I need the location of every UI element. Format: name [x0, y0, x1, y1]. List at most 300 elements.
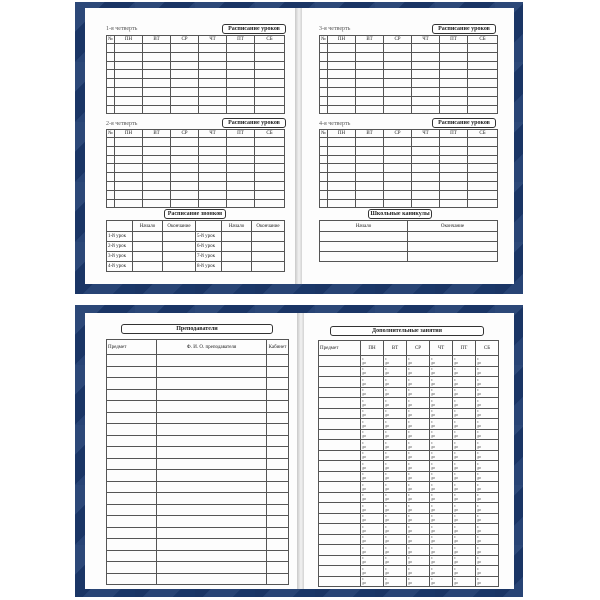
table-cell — [227, 164, 255, 173]
table-cell — [107, 550, 157, 562]
from-label: с — [477, 376, 479, 382]
time-cell — [407, 440, 430, 451]
time-cell — [430, 576, 453, 587]
table-row — [107, 378, 289, 390]
to-label: до — [362, 401, 367, 407]
table-cell — [267, 516, 289, 528]
schedule-table-q3 — [319, 35, 498, 114]
table-cell — [143, 105, 171, 114]
table-cell — [320, 252, 408, 262]
table-row — [320, 79, 498, 88]
table-row — [320, 96, 498, 105]
from-label: с — [454, 366, 456, 372]
extra-table — [318, 340, 499, 587]
to-label: до — [454, 517, 459, 523]
time-cell — [453, 524, 476, 535]
table-cell — [440, 70, 468, 79]
from-label: с — [454, 387, 456, 393]
table-cell — [143, 173, 171, 182]
time-cell — [476, 524, 499, 535]
table-cell — [320, 146, 328, 155]
time-cell — [453, 461, 476, 472]
header-row — [107, 36, 285, 44]
from-label: с — [477, 387, 479, 393]
to-label: до — [454, 559, 459, 565]
day-header: ЧТ — [412, 130, 440, 138]
table-cell — [199, 105, 227, 114]
from-label: с — [454, 439, 456, 445]
table-cell — [319, 545, 361, 556]
from-label: с — [362, 450, 364, 456]
table-cell — [107, 79, 115, 88]
from-label: с — [454, 355, 456, 361]
table-cell — [107, 435, 157, 447]
from-label: с — [477, 460, 479, 466]
time-cell — [361, 513, 384, 524]
to-label: до — [477, 380, 482, 386]
table-cell — [171, 44, 199, 53]
table-cell — [320, 61, 328, 70]
lesson-label: 8-й урок — [196, 262, 222, 272]
to-label: до — [385, 391, 390, 397]
table-row — [320, 87, 498, 96]
time-cell — [384, 545, 407, 556]
table-cell — [440, 199, 468, 208]
table-cell — [115, 61, 143, 70]
table-cell — [115, 70, 143, 79]
table-cell — [356, 164, 384, 173]
table-cell — [328, 199, 356, 208]
table-cell — [408, 252, 498, 262]
to-label: до — [431, 391, 436, 397]
to-label: до — [431, 506, 436, 512]
table-cell — [115, 52, 143, 61]
table-cell — [171, 138, 199, 147]
to-label: до — [408, 538, 413, 544]
time-cell — [361, 450, 384, 461]
table-cell — [107, 447, 157, 459]
from-label: с — [408, 502, 410, 508]
from-label: с — [385, 366, 387, 372]
table-row — [319, 419, 499, 430]
from-label: с — [408, 523, 410, 529]
table-cell — [267, 435, 289, 447]
teachers-header: Предмет — [107, 340, 157, 355]
table-cell — [319, 471, 361, 482]
time-cell — [407, 534, 430, 545]
to-label: до — [431, 412, 436, 418]
table-cell — [199, 44, 227, 53]
table-cell — [356, 52, 384, 61]
time-cell — [384, 566, 407, 577]
table-cell — [412, 105, 440, 114]
from-label: с — [408, 450, 410, 456]
table-cell — [199, 96, 227, 105]
table-cell — [468, 44, 498, 53]
table-cell — [255, 190, 285, 199]
time-cell — [407, 366, 430, 377]
table-cell — [440, 181, 468, 190]
from-label: с — [477, 355, 479, 361]
table-row — [107, 470, 289, 482]
table-cell — [384, 44, 412, 53]
from-label: с — [454, 397, 456, 403]
table-cell — [171, 87, 199, 96]
table-cell — [115, 79, 143, 88]
table-cell — [157, 493, 267, 505]
table-cell — [163, 232, 196, 242]
table-cell — [440, 96, 468, 105]
table-cell — [199, 61, 227, 70]
from-label: с — [454, 492, 456, 498]
table-cell — [227, 199, 255, 208]
table-row — [319, 482, 499, 493]
table-cell — [356, 155, 384, 164]
table-row — [319, 429, 499, 440]
table-cell — [319, 440, 361, 451]
table-cell — [199, 146, 227, 155]
table-cell — [227, 138, 255, 147]
table-cell — [107, 539, 157, 551]
table-cell — [384, 96, 412, 105]
table-cell — [171, 190, 199, 199]
to-label: до — [477, 569, 482, 575]
table-cell — [222, 232, 252, 242]
table-row — [319, 366, 499, 377]
from-label: с — [477, 439, 479, 445]
quarter-4-label: 4-я четверть — [319, 121, 351, 127]
lesson-label: 2-й урок — [107, 242, 133, 252]
table-cell — [107, 61, 115, 70]
table-row — [320, 61, 498, 70]
table-cell — [171, 105, 199, 114]
to-label: до — [477, 506, 482, 512]
to-label: до — [454, 401, 459, 407]
from-label: с — [362, 513, 364, 519]
table-cell — [107, 355, 157, 367]
from-label: с — [385, 534, 387, 540]
table-cell — [320, 232, 408, 242]
table-cell — [199, 181, 227, 190]
from-label: с — [385, 450, 387, 456]
day-header: СБ — [255, 36, 285, 44]
from-label: с — [362, 471, 364, 477]
table-cell — [255, 173, 285, 182]
table-row — [320, 242, 498, 252]
table-cell — [356, 44, 384, 53]
from-label: с — [385, 523, 387, 529]
table-cell — [252, 232, 285, 242]
from-label: с — [431, 565, 433, 571]
quarter-1-label: 1-я четверть — [106, 26, 138, 32]
table-cell — [255, 138, 285, 147]
table-cell — [143, 79, 171, 88]
day-header: № — [321, 37, 326, 42]
table-row — [107, 61, 285, 70]
time-cell — [476, 429, 499, 440]
table-cell — [157, 550, 267, 562]
table-cell — [468, 146, 498, 155]
table-row — [319, 524, 499, 535]
table-cell — [440, 155, 468, 164]
table-row — [107, 96, 285, 105]
table-cell — [440, 146, 468, 155]
table-cell — [163, 242, 196, 252]
table-cell — [384, 61, 412, 70]
table-cell — [107, 412, 157, 424]
time-cell — [430, 356, 453, 367]
bells-header: Начало — [133, 221, 163, 232]
to-label: до — [454, 464, 459, 470]
table-row — [107, 539, 289, 551]
to-label: до — [431, 422, 436, 428]
table-cell — [227, 173, 255, 182]
table-row — [320, 190, 498, 199]
bells-header — [196, 221, 222, 232]
day-header: ПТ — [227, 130, 255, 138]
from-label: с — [431, 513, 433, 519]
from-label: с — [408, 408, 410, 414]
table-row — [319, 566, 499, 577]
to-label: до — [385, 401, 390, 407]
to-label: до — [454, 412, 459, 418]
from-label: с — [385, 418, 387, 424]
table-cell — [107, 504, 157, 516]
table-cell — [115, 199, 143, 208]
holidays-header: Начало — [320, 221, 408, 232]
from-label: с — [477, 450, 479, 456]
table-cell — [143, 96, 171, 105]
table-cell — [384, 181, 412, 190]
schedule-table-q4 — [319, 129, 498, 208]
to-label: до — [477, 559, 482, 565]
table-cell — [107, 105, 115, 114]
table-cell — [320, 164, 328, 173]
table-cell — [319, 513, 361, 524]
table-cell — [107, 96, 115, 105]
table-cell — [328, 61, 356, 70]
to-label: до — [431, 443, 436, 449]
time-cell — [407, 576, 430, 587]
table-cell — [319, 482, 361, 493]
from-label: с — [408, 555, 410, 561]
from-label: с — [454, 576, 456, 582]
table-cell — [267, 389, 289, 401]
from-label: с — [477, 492, 479, 498]
time-cell — [453, 566, 476, 577]
table-cell — [255, 44, 285, 53]
table-cell — [412, 79, 440, 88]
to-label: до — [408, 380, 413, 386]
table-cell — [171, 199, 199, 208]
from-label: с — [362, 555, 364, 561]
to-label: до — [362, 412, 367, 418]
schedule-table-q1 — [106, 35, 285, 114]
table-row — [107, 44, 285, 53]
to-label: до — [362, 548, 367, 554]
to-label: до — [362, 569, 367, 575]
table-row — [107, 458, 289, 470]
time-cell — [384, 398, 407, 409]
time-cell — [430, 408, 453, 419]
table-row — [319, 513, 499, 524]
table-cell — [157, 527, 267, 539]
time-cell — [407, 377, 430, 388]
time-cell — [476, 377, 499, 388]
time-cell — [361, 398, 384, 409]
to-label: до — [408, 401, 413, 407]
time-cell — [361, 377, 384, 388]
day-header: ПН — [328, 130, 356, 138]
from-label: с — [477, 534, 479, 540]
table-cell — [319, 566, 361, 577]
time-cell — [476, 398, 499, 409]
lesson-label: 4-й урок — [107, 262, 133, 272]
table-cell — [252, 242, 285, 252]
table-cell — [468, 61, 498, 70]
table-cell — [384, 52, 412, 61]
day-header: ПН — [328, 36, 356, 44]
table-cell — [199, 173, 227, 182]
time-cell — [384, 524, 407, 535]
from-label: с — [385, 565, 387, 571]
day-header: № — [321, 131, 326, 136]
table-cell — [255, 155, 285, 164]
table-cell — [255, 181, 285, 190]
table-cell — [320, 242, 408, 252]
table-row — [107, 155, 285, 164]
table-cell — [199, 70, 227, 79]
time-cell — [384, 429, 407, 440]
time-cell — [407, 419, 430, 430]
table-cell — [356, 79, 384, 88]
table-row — [320, 232, 498, 242]
table-cell — [356, 199, 384, 208]
time-cell — [430, 513, 453, 524]
table-cell — [227, 79, 255, 88]
table-cell — [157, 378, 267, 390]
table-row — [107, 52, 285, 61]
time-cell — [384, 482, 407, 493]
table-cell — [107, 146, 115, 155]
table-cell — [157, 516, 267, 528]
table-cell — [328, 87, 356, 96]
from-label: с — [362, 502, 364, 508]
from-label: с — [431, 460, 433, 466]
time-cell — [453, 450, 476, 461]
to-label: до — [477, 401, 482, 407]
from-label: с — [362, 418, 364, 424]
to-label: до — [385, 454, 390, 460]
from-label: с — [362, 387, 364, 393]
table-cell — [328, 105, 356, 114]
day-header: ЧТ — [412, 36, 440, 44]
table-cell — [107, 389, 157, 401]
to-label: до — [454, 485, 459, 491]
time-cell — [384, 576, 407, 587]
table-cell — [320, 138, 328, 147]
from-label: с — [454, 376, 456, 382]
table-cell — [157, 447, 267, 459]
table-row — [107, 481, 289, 493]
table-cell — [328, 164, 356, 173]
table-row — [319, 450, 499, 461]
from-label: с — [431, 355, 433, 361]
table-cell — [255, 52, 285, 61]
from-label: с — [408, 544, 410, 550]
day-header: СР — [171, 36, 199, 44]
to-label: до — [408, 580, 413, 586]
table-cell — [412, 44, 440, 53]
to-label: до — [408, 506, 413, 512]
table-cell — [227, 155, 255, 164]
table-cell — [157, 366, 267, 378]
table-cell — [267, 378, 289, 390]
time-cell — [384, 503, 407, 514]
table-cell — [107, 190, 115, 199]
table-cell — [412, 96, 440, 105]
table-row — [107, 232, 285, 242]
to-label: до — [385, 485, 390, 491]
table-cell — [440, 164, 468, 173]
from-label: с — [431, 481, 433, 487]
time-cell — [361, 555, 384, 566]
time-cell — [453, 440, 476, 451]
from-label: с — [408, 418, 410, 424]
to-label: до — [385, 464, 390, 470]
table-cell — [143, 181, 171, 190]
to-label: до — [408, 412, 413, 418]
to-label: до — [477, 391, 482, 397]
to-label: до — [385, 527, 390, 533]
to-label: до — [385, 380, 390, 386]
from-label: с — [477, 502, 479, 508]
to-label: до — [408, 464, 413, 470]
from-label: с — [408, 439, 410, 445]
table-cell — [107, 52, 115, 61]
time-cell — [361, 387, 384, 398]
to-label: до — [454, 538, 459, 544]
table-cell — [143, 52, 171, 61]
table-cell — [255, 105, 285, 114]
to-label: до — [454, 569, 459, 575]
lesson-label: 5-й урок — [196, 232, 222, 242]
time-cell — [384, 387, 407, 398]
to-label: до — [385, 370, 390, 376]
to-label: до — [477, 422, 482, 428]
table-cell — [107, 516, 157, 528]
day-header: № — [108, 131, 113, 136]
table-cell — [468, 105, 498, 114]
table-cell — [319, 387, 361, 398]
to-label: до — [477, 443, 482, 449]
table-row — [320, 70, 498, 79]
to-label: до — [431, 464, 436, 470]
table-cell — [255, 70, 285, 79]
table-cell — [227, 44, 255, 53]
time-cell — [453, 356, 476, 367]
table-cell — [267, 424, 289, 436]
table-cell — [319, 450, 361, 461]
table-row — [107, 87, 285, 96]
table-cell — [328, 146, 356, 155]
table-cell — [356, 61, 384, 70]
time-cell — [453, 408, 476, 419]
table-cell — [107, 181, 115, 190]
time-cell — [407, 492, 430, 503]
to-label: до — [454, 475, 459, 481]
day-header: СР — [171, 130, 199, 138]
